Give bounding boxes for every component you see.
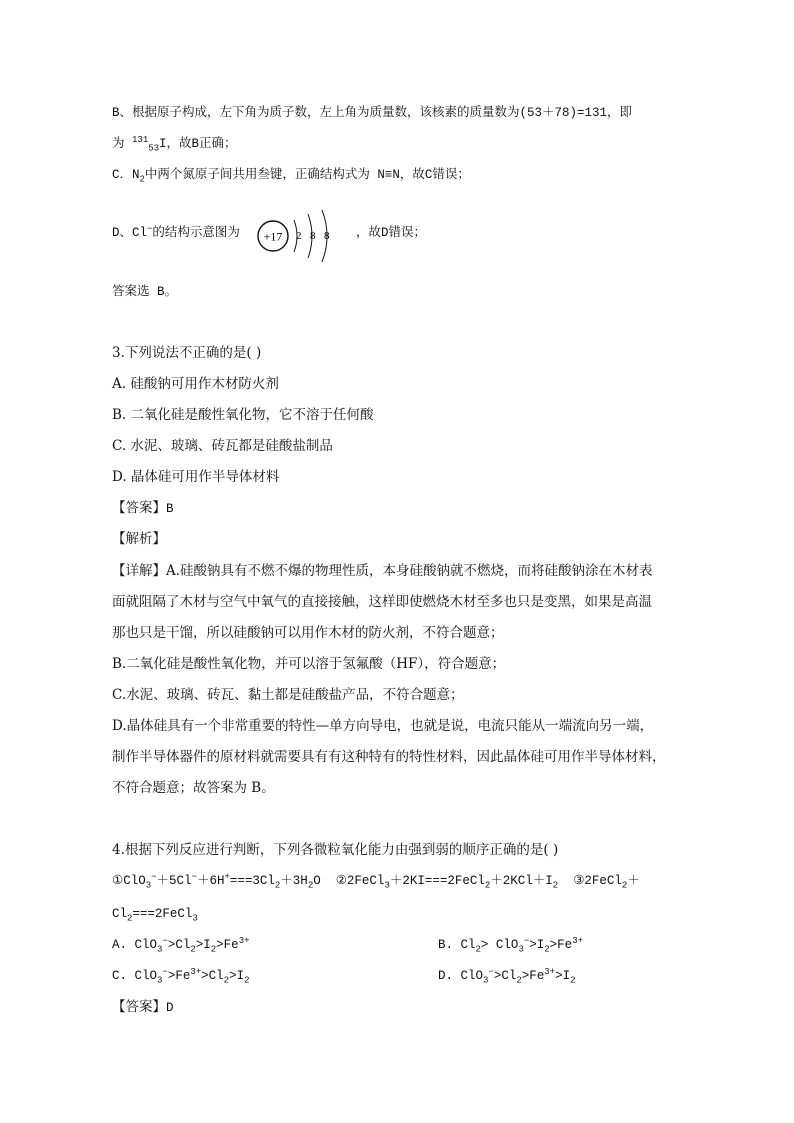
answer-value: B [166,502,174,516]
q4-option-c: C. $ClO_3^->Fe^{3+}>Cl_2>I_2$ [112,966,250,986]
q3-detail-5: C.水泥、玻璃、砖瓦、黏土都是硅酸盐产品，不符合题意； [112,687,464,703]
detail-label: 【详解】 [112,563,166,579]
q3-option-a: A. 硅酸钠可用作木材防火剂 [112,376,279,392]
q2-option-b-line1 [112,104,632,122]
q3-detail-8: 不符合题意；故答案为 B。 [112,780,275,796]
q3-detail-1: 【详解】A.硅酸钠具有不燃不爆的物理性质，本身硅酸钠就不燃烧，而将硅酸钠涂在木材表 [112,563,653,579]
q3-option-c: C. 水泥、玻璃、砖瓦都是硅酸盐制品 [112,438,333,454]
q4-stem: 4.根据下列反应进行判断，下列各微粒氧化能力由强到弱的顺序正确的是( ) [112,842,559,858]
q3-answer [112,499,174,518]
q4-option-d: D. $ClO_3^->Cl_2>Fe^{3+}>I_2$ [438,966,576,986]
q4-reactions-line2: $Cl_2===2FeCl_3$ [112,907,198,924]
q3-detail-6: D.晶体硅具有一个非常重要的特性—单方向导电，也就是说，电流只能从一端流向另一端， [112,718,654,734]
shell-electrons-1: 2 [296,230,302,242]
q2-option-d: D、Cl−的结构示意图为 [112,223,240,240]
q3-detail-7: 制作半导体器件的原材料就需要具有有这种特有的特性材料，因此晶体硅可用作半导体材料， [112,749,666,765]
shell-electrons-2: 8 [310,230,316,242]
q4-option-b: B. $Cl_2> ClO_3^->I_2>Fe^{3+}$ [438,935,583,955]
answer-label: 【答案】 [112,500,166,516]
nucleus-charge: +17 [263,229,283,244]
q3-stem: 3.下列说法不正确的是( ) [112,345,262,361]
answer-value: D [166,1001,174,1015]
isotope-atomic-number: 53 [148,143,160,154]
q3-analysis-label: 【解析】 [112,531,166,547]
q3-option-d: D. 晶体硅可用作半导体材料 [112,469,280,485]
q2-option-b-line2: 为 $^{131}_{53}$I，故B正确； [112,134,237,154]
q3-detail-3: 那也只是干馏，所以硅酸钠可以用作木材的防火剂，不符合题意； [112,625,504,641]
q3-detail-4: B.二氧化硅是酸性氧化物，并可以溶于氢氟酸（HF），符合题意； [112,656,506,672]
q4-answer [112,998,174,1017]
q3-option-b: B. 二氧化硅是酸性氧化物，它不溶于任何酸 [112,407,374,423]
q4-option-a: A. $ClO_3^->Cl_2>I_2>Fe^{3+}$ [112,935,250,955]
answer-label: 【答案】 [112,999,166,1015]
chloride-ion-structure-diagram [256,208,352,264]
q2-option-d-tail: ，故D错误； [356,226,427,240]
shell-electrons-3: 8 [324,230,330,242]
q2-b-text: B、根据原子构成，左下角为质子数，左上角为质量数，该核素的质量数为(53＋78)=131，即 [112,106,633,120]
isotope-mass-number: 131 [132,134,149,145]
q3-detail-2: 面就阻隔了木材与空气中氧气的直接接触，这样即使燃烧木材至多也只是变黑，如果是高温 [112,594,652,610]
q4-reactions-line1: $①ClO_3^-+5Cl^-+6H^+===3Cl_2+3H_2O$ $②2FeCl_3+2KI===2FeCl_2+2KCl+I_2$ ③2FeCl$_2$＋ [112,871,640,891]
q2-answer: 答案选 B。 [112,285,178,299]
q2-option-c: C．$N_2$中两个氮原子间共用叁键，正确结构式为 N≡N，故C错误； [112,168,470,185]
